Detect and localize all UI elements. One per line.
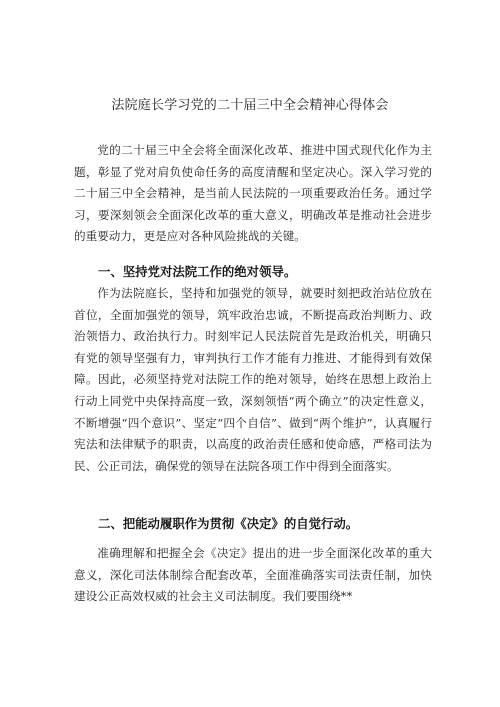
section-heading-1: 一、坚持党对法院工作的绝对领导。 bbox=[98, 264, 297, 279]
document-title: 法院庭长学习党的二十届三中全会精神心得体会 bbox=[111, 98, 389, 113]
section-body-2: 准确理解和把握全会《决定》提出的进一步全面深化改革的重大意义，深化司法体制综合配套改革，全面准确落实司法责任制，加快建设公正高效权威的社会主义司法制度。我们要围绕** bbox=[74, 546, 432, 604]
intro-paragraph: 党的二十届三中全会将全面深化改革、推进中国式现代化作为主题，彰显了党对肩负使命任务的高度清醒和坚定决心。深入学习党的二十届三中全会精神，是当前人民法院的一项重要政治任务。通过学习，要深刻领会全面深化改革的重大意义，明确改革是推动社会进步的重要动力，更是应对各种风险挑战的关键。 bbox=[74, 143, 432, 244]
section-heading-2: 二、把能动履职作为贯彻《决定》的自觉行动。 bbox=[98, 516, 359, 531]
section-body-1: 作为法院庭长，坚持和加强党的领导，就要时刻把政治站位放在首位，全面加强党的领导，筑牢政治忠诚，不断提高政治判断力、政治领悟力、政治执行力。时刻牢记人民法院首先是政治机关，明确只有党的领导坚强有力，审判执行工作才能有力推进、才能得到有效保障。因此，必须坚持党对法院工作的绝对领导，始终在思想上政治上行动上同党中央保持高度一致，深刻领悟“两个确立”的决定性意义，不断增强“四个意识”、坚定“四个自信”、做到“两个维护”，认真履行宪法和法律赋予的职责，以高度的政治责任感和使命感，严格司法为民、公正司法，确保党的领导在法院各项工作中得到全面落实。 bbox=[74, 286, 432, 473]
